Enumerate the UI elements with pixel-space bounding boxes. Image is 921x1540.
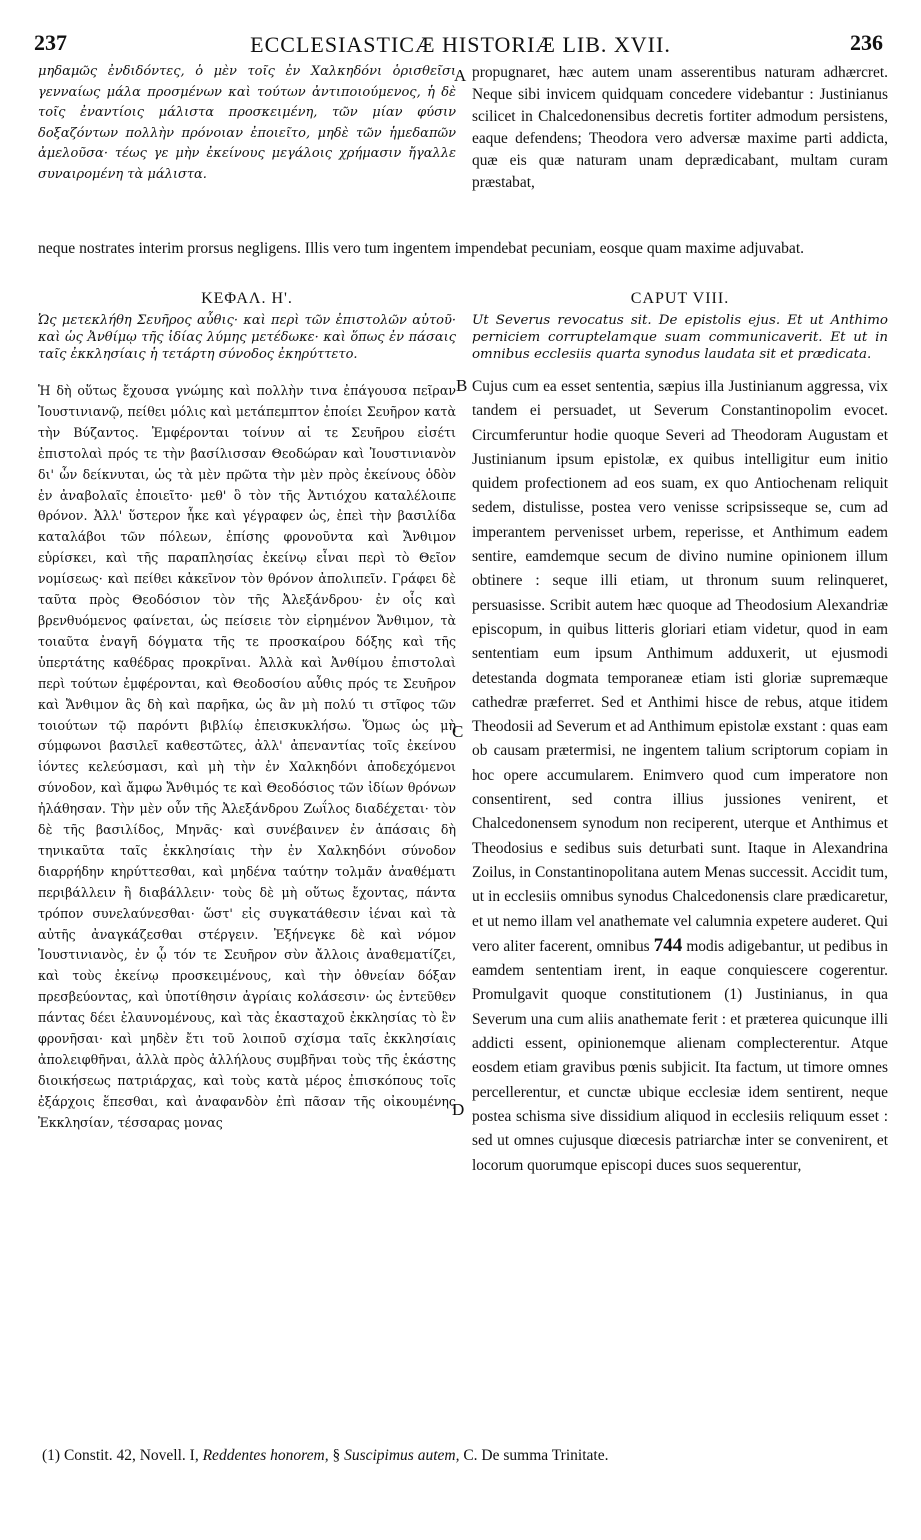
- latin-column-top: [472, 62, 888, 194]
- latin-chapter-heading: CAPUT VIII.: [630, 290, 730, 307]
- page-number-left: 237: [34, 30, 67, 55]
- latin-body-text: [472, 375, 888, 1178]
- greek-column: [38, 290, 456, 1134]
- running-header: [28, 22, 893, 56]
- footnote-italic-2: Suscipimus autem,: [344, 1447, 460, 1464]
- fullwidth-latin-line: neque nostrates interim prorsus negligens. Illis vero tum ingentem impendebat pecuniam, eosque quam maxime adjuvabat.: [38, 240, 805, 257]
- footnote: [42, 1447, 891, 1465]
- greek-body-text: Ἡ δὴ οὕτως ἔχουσα γνώμης καὶ πολλὴν τινα ἐπάγουσα πεῖραν Ἰουστινιανῷ, πείθει μόλις καὶ μετάπεμπτον ἐποίει Σευῆρον κατὰ τὴν Βύζαντος. Ἐμφέρονται τοίνυν αἱ τε Σευῆρου εἰσέτι ἐπιστολαὶ πρός τε τὴν βασίλισσαν Θεοδώραν καὶ Ἰουστινιανὸν δι' ὧν δείκνυται, ὡς τὰ μὲν πρῶτα τὴν μὲν πρὸς ἐκείνους ὁδὸν ἐν ἀναβολαῖς ἐποιεῖτο· μεθ' ὃ τὸν τῆς Ἀντιόχου καταλέλοιπε θρόνον. Ἀλλ' ὕστερον ἧκε καὶ γέγραφεν ὡς, ἐπεὶ τὴν βασιλίδα καταλάβοι τῶν πόλεων, ἐπίσης φρονοῦντα καὶ Ἄνθιμον εὑρίσκει, καὶ τῆς παραπλησίας ἐκείνῳ εἶναι περὶ τὸ Θεῖον νομίσεως· καὶ πείθει κἀκεῖνον τὸν θρόνον ἀπολιπεῖν. Γράφει δὲ ταῦτα πρὸς Θεοδόσιον τὸν τῆς Ἀλεξάνδρου· ἐν οἷς καὶ βρενθυόμενος φαίνεται, ὡς πείσειε τὸν εἰρημένον Ἄνθιμον, τὰ τοιαῦτα ἐναγῆ δόγματα τῆς τε προσκαίρου δόξης καὶ τῆς ὑπερτάτης καθέδρας προκρῖναι. Ἀλλὰ καὶ Ἀνθίμου ἐπιστολαὶ περὶ τούτων ἐμφέρονται, καὶ Θεοδοσίου αὖθις πρός τε Σευῆρον καὶ Ἄνθιμον ἃς δὴ καὶ παρῆκα, ὡς ἂν μὴ πολύ τι στῖφος τῶν τοιούτων τῷ παρόντι βιβλίῳ ἐπεισκυκλήσω. Ὅμως ὡς μὴ σύμφωνοι βασιλεῖ καθεστῶτες, ἀλλ' ἀπεναντίας τοῖς ἐκείνου ἰόντες κελεύσμασι, καὶ μὴ τὴν ἐν Χαλκηδόνι ἀποδεχόμενοι σύνοδον, καὶ ἄμφω Ἄνθιμός τε καὶ Θεοδόσιος τῶν ἰδίων θρόνων ἠλάθησαν. Τὴν μὲν οὖν τῆς Ἀλεξάνδρου Ζωΐλος διαδέχεται· τὸν δὲ τῆς βασιλίδος, Μηνᾶς· καὶ συνέβαινεν ἐν ἁπάσαις δὴ τηνικαῦτα ταῖς ἐκκλησίαις τὴν ἐν Χαλκηδόνι σύνοδον διαρρήδην κηρύττεσθαι, καὶ μηδένα ταύτην τολμᾶν ἀναθέματι περιβάλλειν ἢ διαβάλλειν· τοὺς δὲ μὴ οὕτως ἔχοντας, πάντα τρόπον συνελαύνεσθαι· ὥστ' εἰς συγκατάθεσιν ἰέναι καὶ τὰ αὐτῆς ἀναγκάζεσθαι στέργειν. Ἐξήνεγκε δὲ καὶ νόμον Ἰουστινιανὸς, ἐν ᾧ τόν τε Σευῆρον σὺν ἄλλοις ἀναθεματίζει, καὶ τοὺς ἐκείνῳ προσκειμένους, καὶ τὴν ὀθνείαν δόξαν πρεσβεύοντας, καὶ ὑποτίθησιν ἀγρίαις κολάσεσιν· ὡς ἐντεῦθεν πάντας δέει ἐλαυνομένους, καὶ τὰς ἑκασταχοῦ ἐκκλησίας τὸ ἓν φρονῆσαι· καὶ μηδὲν ἔτι τοῦ λοιποῦ σχίσμα ταῖς ἐκκλησίαις ἀπολειφθῆναι, ἀλλὰ πρὸς ἀλλήλους συμβῆναι τοὺς τῆς ἑκάστης διοικήσεως πατριάρχας, καὶ τοὺς κατὰ μέρος ἐπισκόπους τοῖς ἐξάρχοις ἕπεσθαι, καὶ ἀναφανδὸν ἐπὶ πᾶσαν τῆς οἰκουμένης Ἐκκλησίαν, τέσσαρας μονας: [38, 383, 456, 1130]
- latin-body-part-a: Cujus cum ea esset sententia, sæpius illa Justinianum aggressa, vix tandem ei persuadet, ut Severum Constantinopolim evocet. Circumferuntur hodie quoque Severi ad Theodoram Augustam et Justinianum ipsum epistolæ, ex quibus intelligitur eum initio quidem profectionem ad eos suam, ex quo Antiochenam reliquit sedem, distulisse, postea vero venisse scripsisseque se, cum ad imperantem pervenisset urbem, reperisse, et Anthimum eadem sentire, eamdemque secum de divino numine opinionem illum obtinere : seque illi etiam, ut thronum suum relinqueret, persuasisse. Scribit autem hæc quoque ad Theodosium Alexandriæ episcopum, in quibus litteris gloriari etiam videtur, quod in eam sententiam eum ipsum Anthimum adduxerit, ut ejusmodi detestanda dogmata temporaneæ etiam isti gloriæ supremæque cathedræ præferret. Sed et Anthimi hisce de rebus, atque itidem Theodosii ad Severum et ad Anthimum epistolæ exstant : quas eam ob causam prætermisi, ne ingentem talium scriptorum copiam in hoc opere accumularem. Enimvero quod cum imperatore non consentirent, sed contra illius jussiones venirent, et Chalcedonensem synodum non reciperent, uterque et Anthimus et Theodosius e sedibus suis deturbati sunt. Itaque in Alexandrina Zoilus, in Constantinopolitana autem Menas successit. Accidit tum, ut in ecclesiis omnibus synodus Chalcedonensis clare prædicaretur, et ut nemo illam vel anathemate vel calumnia expetere auderet. Qui vero aliter facerent, omnibus: [472, 378, 888, 955]
- page-number-right: 236: [850, 30, 883, 55]
- footnote-tail: C. De summa Trinitate.: [463, 1447, 609, 1464]
- greek-top-text: μηδαμῶς ἐνδιδόντες, ὁ μὲν τοῖς ἐν Χαλκηδόνι ὁρισθεῖσι γενναίως μάλα προσμένων καὶ τούτων ἀντιποιούμενος, ἡ δὲ τοῖς ἐναντίοις μάλιστα προσκειμένη, τῶν μίαν φύσιν δοξαζόντων πολλὴν πρόνοιαν ἐποιεῖτο, μηδὲ τῶν ἡμεδαπῶν ἀμελοῦσα· τέως γε μὴν ἐκείνους μεγάλοις χρήμασιν ἤγαλλε συναιρομένη τὰ μάλιστα.: [38, 64, 456, 182]
- greek-chapter-summary: Ὡς μετεκλήθη Σευῆρος αὖθις· καὶ περὶ τῶν ἐπιστολῶν αὐτοῦ· καὶ ὡς Ἀνθίμῳ τῆς ἰδίας λύμης μετέδωκε· καὶ ὅπως ἐν πάσαις ταῖς ἐκκλησίαις ἡ τετάρτη σύνοδος ἐκηρύττετο.: [38, 313, 456, 362]
- page-marker: 744: [653, 934, 683, 956]
- footnote-ref: (1) Constit. 42, Novell. I,: [42, 1447, 199, 1464]
- footnote-section-sign: §: [332, 1447, 341, 1464]
- margin-letter-a: A: [454, 66, 467, 85]
- margin-letter-d: D: [452, 1100, 465, 1119]
- greek-chapter-heading: ΚΕΦΑΛ. Η'.: [201, 290, 293, 307]
- greek-column-top: [38, 62, 456, 186]
- margin-letter-c: C: [452, 722, 464, 741]
- running-title: ECCLESIASTICÆ HISTORIÆ LIB. XVII.: [250, 32, 671, 57]
- latin-top-text: propugnaret, hæc autem unam asserentibus naturam adhærcret. Neque sibi invicem quidquam concedere videbantur : Justinianus scilicet in Chalcedonensibus decretis fortiter admodum persistens, eaque defendens; Theodora vero adversæ maxime parti addicta, quæ eis quæ naturam unam deprædicabant, multam curam præstabat,: [472, 64, 888, 191]
- latin-body-part-b: modis adigebantur, ut pedibus in eamdem sententiam irent, in eaque conquiescere cogerentur. Promulgavit quoque constitutionem (1) Justinianus, in qua Severum una cum aliis anathemate ferit : et præterea quicunque illi addicti essent, opinionemque alienam complecterentur. Atque eosdem etiam gravibus pœnis subjicit. Ita factum, ut timore omnes percellerentur, et cunctæ ubique ecclesiæ idem sentirent, neque postea schisma sive dissidium aliquod in ecclesiis reliquum esset : sed ut omnes cujusque diœcesis patriarchæ inter se convenirent, et locorum quorumque episcopi duces suos sequerentur,: [472, 937, 888, 1174]
- footnote-italic-1: Reddentes honorem,: [202, 1447, 329, 1464]
- latin-column: [472, 290, 888, 1178]
- margin-letter-b: B: [456, 376, 468, 395]
- latin-chapter-summary: Ut Severus revocatus sit. De epistolis ejus. Et ut Anthimo perniciem corruptelamque suam communicaverit. Et ut in omnibus ecclesiis quarta synodus laudata sit et prædicata.: [472, 313, 888, 362]
